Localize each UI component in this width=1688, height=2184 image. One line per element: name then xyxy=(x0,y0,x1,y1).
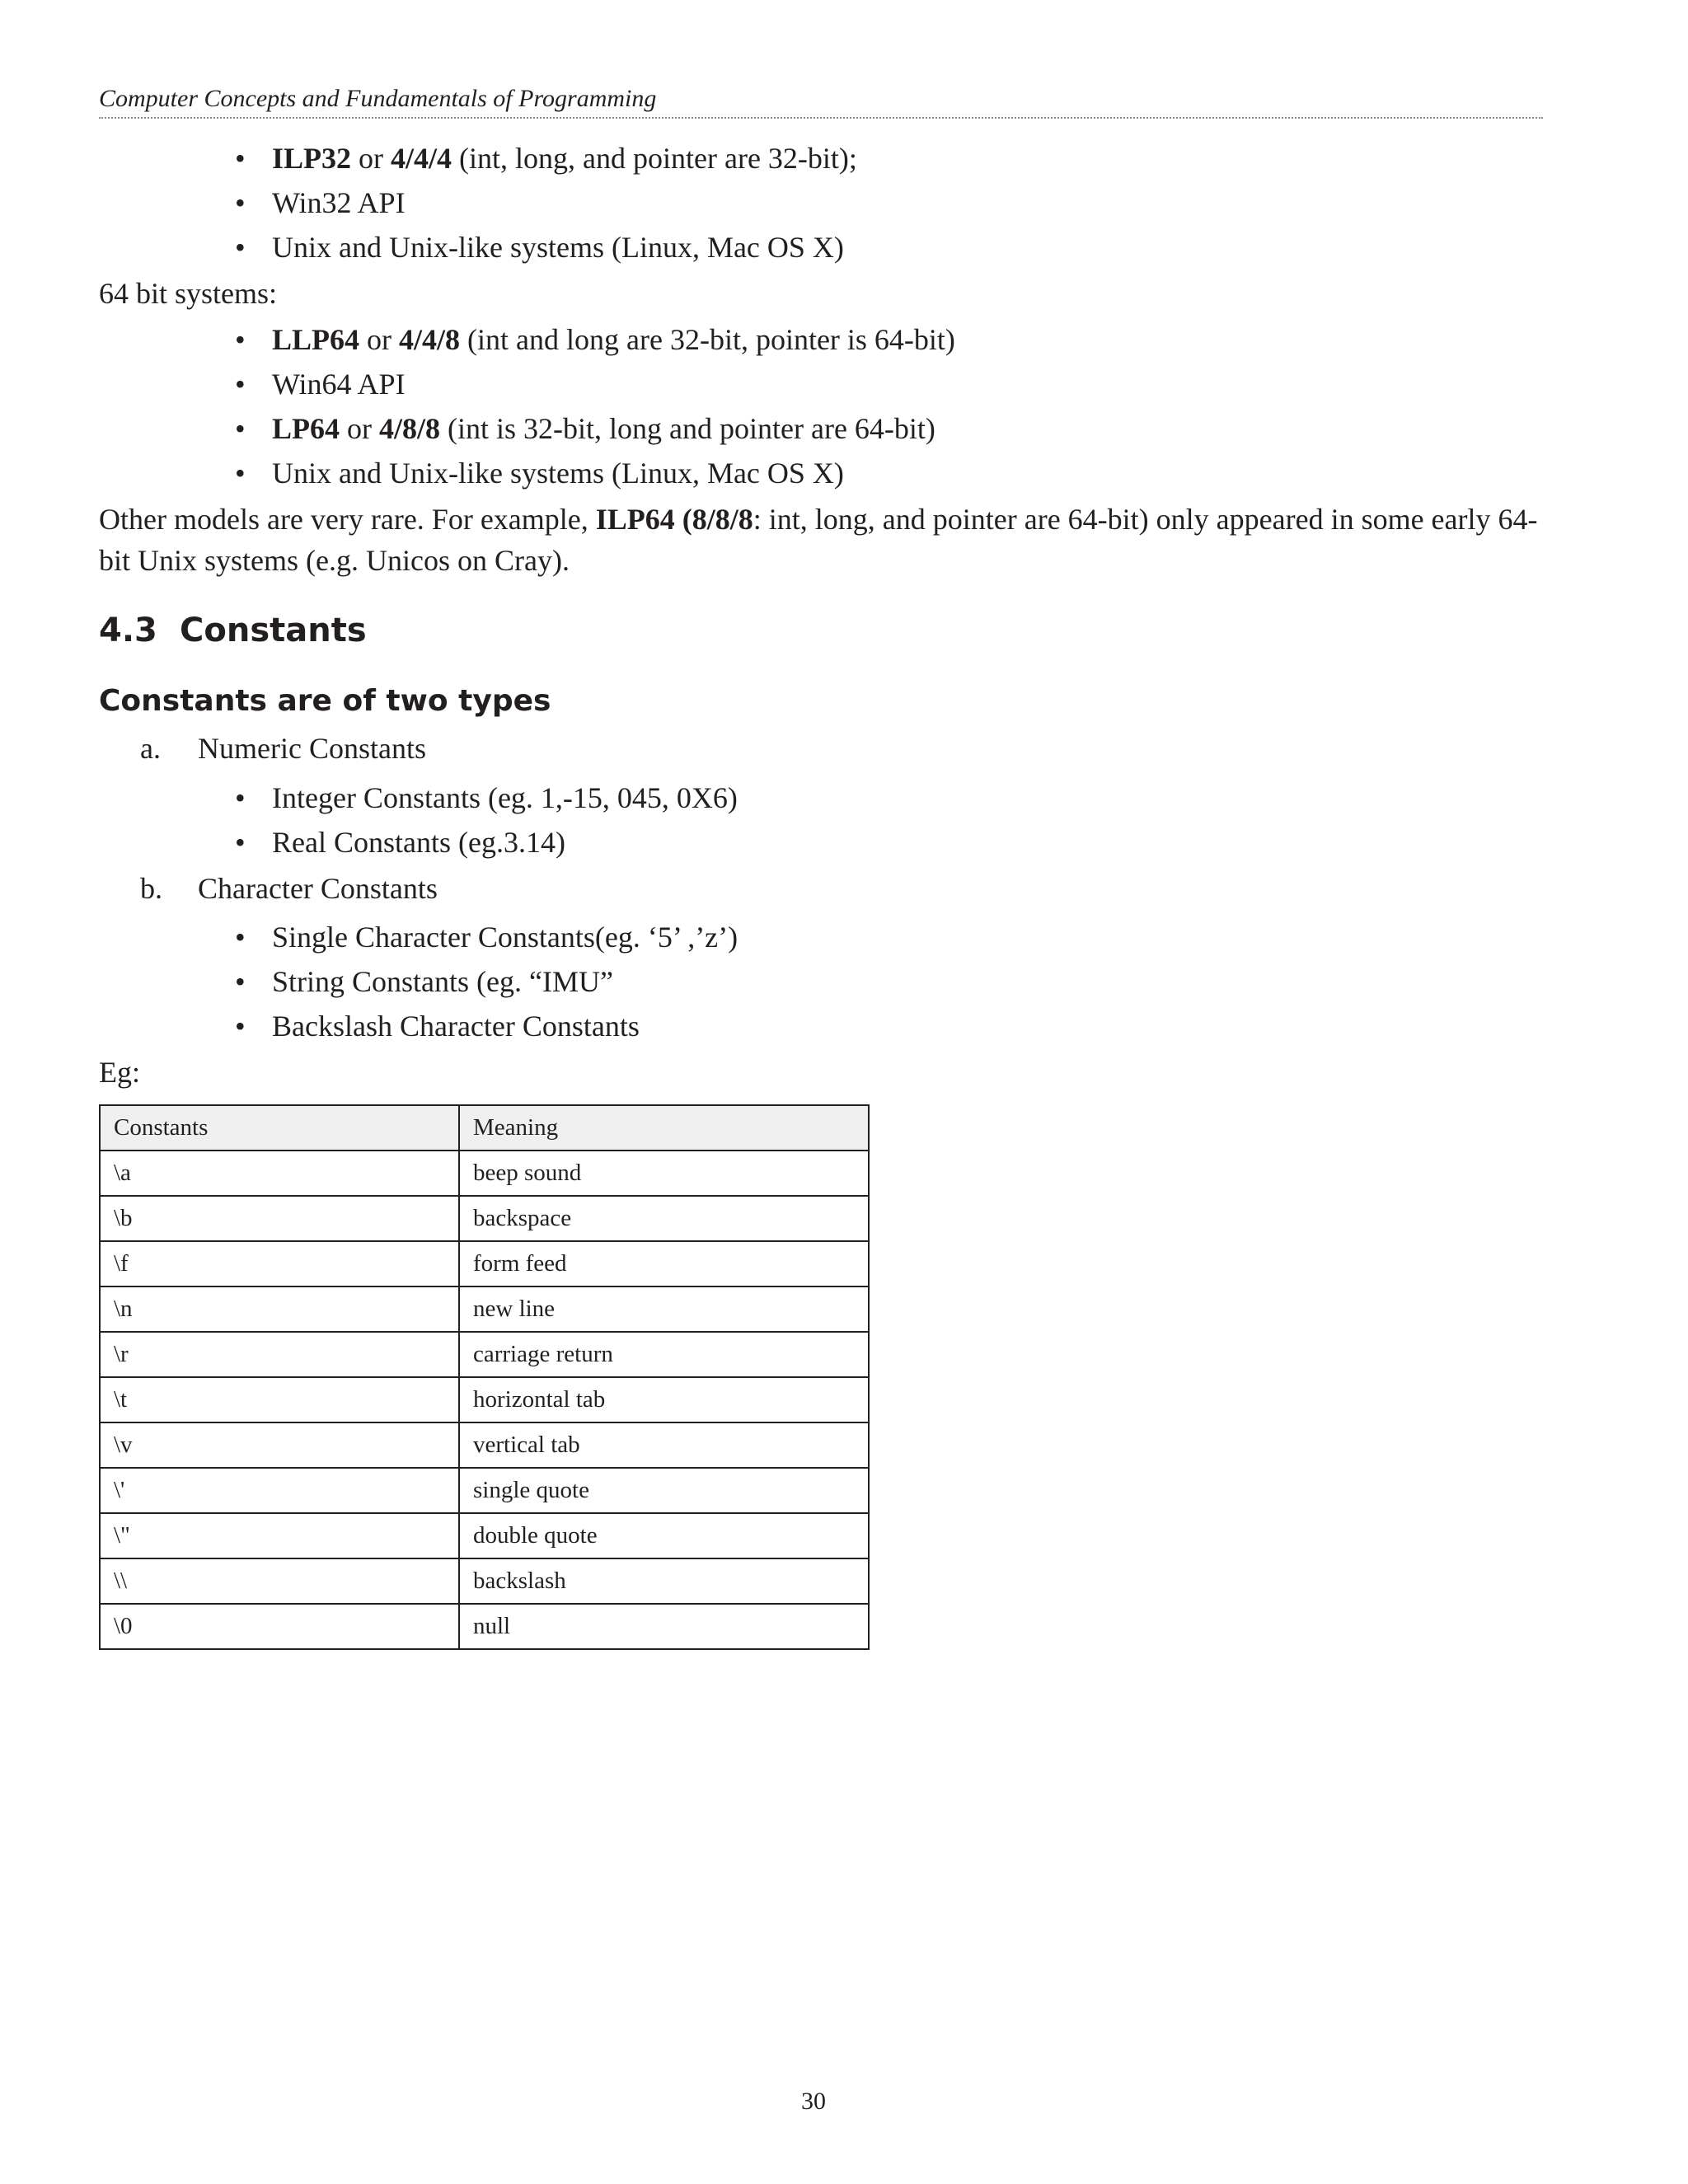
constant-cell: \" xyxy=(100,1513,459,1558)
bullet-icon: • xyxy=(235,142,246,175)
table-header-row xyxy=(100,1105,869,1151)
label-64bit: 64 bit systems: xyxy=(99,277,278,310)
model-item-win64 xyxy=(235,363,406,405)
model-code: 4/4/4 xyxy=(391,142,452,175)
table-row xyxy=(100,1558,869,1604)
type-item xyxy=(235,916,738,958)
paragraph-text: Other models are very rare. For example, xyxy=(99,503,596,536)
section-heading xyxy=(99,610,367,651)
meaning-cell: double quote xyxy=(459,1513,869,1558)
bullet-icon: • xyxy=(235,921,246,954)
bullet-icon: • xyxy=(235,368,246,401)
bullet-icon: • xyxy=(235,186,246,219)
constant-cell: \a xyxy=(100,1151,459,1196)
bullet-icon: • xyxy=(235,965,246,998)
backslash-constants-table xyxy=(99,1104,870,1650)
model-item-ilp32 xyxy=(235,138,857,179)
table-row xyxy=(100,1513,869,1558)
bullet-icon: • xyxy=(235,457,246,490)
constant-cell: \t xyxy=(100,1377,459,1422)
running-head: Computer Concepts and Fundamentals of Programming xyxy=(99,82,1543,119)
meaning-cell: horizontal tab xyxy=(459,1377,869,1422)
paragraph-bold-text: ILP64 (8/8/8 xyxy=(595,503,753,536)
subheading: Constants are of two types xyxy=(99,684,551,718)
model-item-win32 xyxy=(235,182,406,223)
meaning-cell: backslash xyxy=(459,1558,869,1604)
page-number: 30 xyxy=(801,2088,826,2115)
section-number: 4.3 xyxy=(99,612,157,649)
bullet-icon: • xyxy=(235,781,246,814)
model-connector: or xyxy=(340,412,380,445)
table-row xyxy=(100,1468,869,1513)
column-header-constants: Constants xyxy=(100,1105,459,1151)
model-name: LLP64 xyxy=(272,323,360,356)
table-row xyxy=(100,1241,869,1286)
meaning-cell: single quote xyxy=(459,1468,869,1513)
model-description: (int and long are 32-bit, pointer is 64-bit) xyxy=(460,323,955,356)
type-label-numeric: Numeric Constants xyxy=(198,732,426,765)
model-text: Unix and Unix-like systems (Linux, Mac OS X) xyxy=(272,231,844,264)
meaning-cell: vertical tab xyxy=(459,1422,869,1468)
enum-marker: b. xyxy=(140,872,162,905)
type-item-text: Single Character Constants(eg. ‘5’ ,’z’) xyxy=(272,921,738,954)
type-item xyxy=(235,777,738,818)
model-item-unix-64 xyxy=(235,452,844,494)
model-connector: or xyxy=(359,323,400,356)
paragraph-text: : int, long, and pointer are 64-bit) only appeared in some early 64-bit Unix systems (e.g. Unicos on Cray). xyxy=(99,503,1538,577)
model-connector: or xyxy=(351,142,392,175)
type-label-character: Character Constants xyxy=(198,872,438,905)
bullet-icon: • xyxy=(235,412,246,445)
meaning-cell: new line xyxy=(459,1286,869,1332)
table-row xyxy=(100,1422,869,1468)
type-item xyxy=(235,1005,640,1047)
meaning-cell: carriage return xyxy=(459,1332,869,1377)
model-item-llp64 xyxy=(235,319,955,360)
constant-cell: \f xyxy=(100,1241,459,1286)
model-name: ILP32 xyxy=(272,142,352,175)
bullet-icon: • xyxy=(235,231,246,264)
model-description: (int, long, and pointer are 32-bit); xyxy=(452,142,857,175)
model-text: Win32 API xyxy=(272,186,406,219)
model-text: Win64 API xyxy=(272,368,406,401)
section-title: Constants xyxy=(180,612,367,649)
model-name: LP64 xyxy=(272,412,340,445)
table-row xyxy=(100,1196,869,1241)
table-row xyxy=(100,1377,869,1422)
model-code: 4/4/8 xyxy=(399,323,461,356)
constant-cell: \' xyxy=(100,1468,459,1513)
meaning-cell: beep sound xyxy=(459,1151,869,1196)
model-item-lp64 xyxy=(235,408,935,449)
table-row xyxy=(100,1151,869,1196)
constant-cell: \v xyxy=(100,1422,459,1468)
other-models-paragraph xyxy=(99,499,1550,581)
table-row xyxy=(100,1604,869,1649)
bullet-icon: • xyxy=(235,323,246,356)
type-item-text: String Constants (eg. “IMU” xyxy=(272,965,613,998)
constant-cell: \b xyxy=(100,1196,459,1241)
column-header-meaning: Meaning xyxy=(459,1105,869,1151)
constant-cell: \\ xyxy=(100,1558,459,1604)
constant-cell: \0 xyxy=(100,1604,459,1649)
constant-cell: \r xyxy=(100,1332,459,1377)
model-text: Unix and Unix-like systems (Linux, Mac OS X) xyxy=(272,457,844,490)
bullet-icon: • xyxy=(235,1010,246,1043)
model-item-unix-32 xyxy=(235,227,844,268)
type-item-text: Backslash Character Constants xyxy=(272,1010,640,1043)
meaning-cell: null xyxy=(459,1604,869,1649)
model-code: 4/8/8 xyxy=(379,412,441,445)
constant-cell: \n xyxy=(100,1286,459,1332)
eg-label: Eg: xyxy=(99,1056,140,1089)
meaning-cell: backspace xyxy=(459,1196,869,1241)
type-item-text: Real Constants (eg.3.14) xyxy=(272,826,565,859)
table-row xyxy=(100,1286,869,1332)
type-item xyxy=(235,822,565,863)
type-item xyxy=(235,961,613,1002)
type-item-text: Integer Constants (eg. 1,-15, 045, 0X6) xyxy=(272,781,738,814)
model-description: (int is 32-bit, long and pointer are 64-bit) xyxy=(440,412,935,445)
meaning-cell: form feed xyxy=(459,1241,869,1286)
enum-marker: a. xyxy=(140,732,161,765)
table-row xyxy=(100,1332,869,1377)
bullet-icon: • xyxy=(235,826,246,859)
